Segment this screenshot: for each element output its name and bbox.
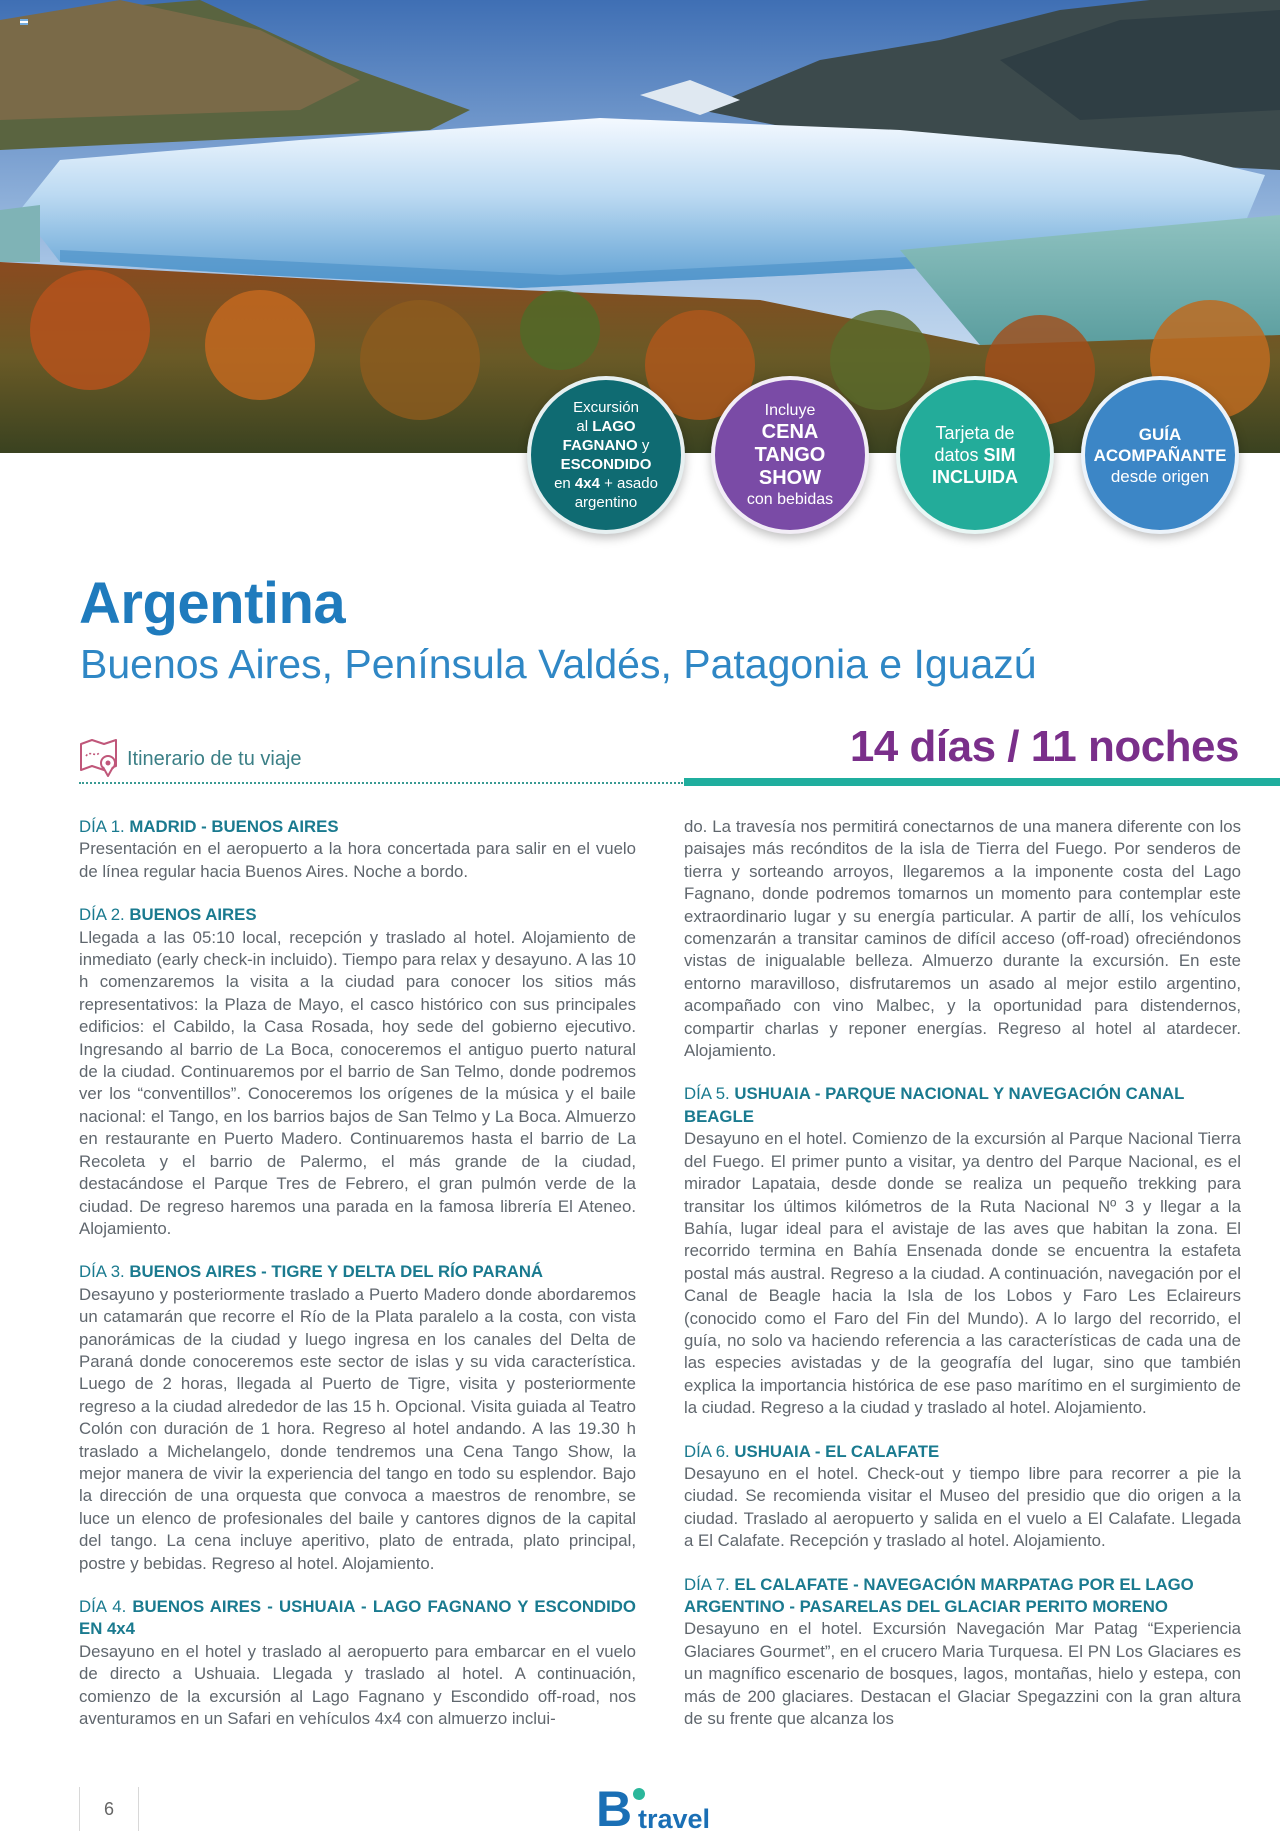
logo-dot-icon (633, 1788, 645, 1800)
day-heading: DÍA 1. MADRID - BUENOS AIRES (79, 817, 339, 836)
day-5 (684, 1083, 1241, 1419)
page-number: 6 (79, 1787, 139, 1831)
day-2 (79, 904, 636, 1240)
day-heading: DÍA 7. EL CALAFATE - NAVEGACIÓN MARPATAG POR EL LAGO ARGENTINO - PASARELAS DEL GLACIAR PERITO MORENO (684, 1574, 1194, 1616)
itinerary-column-right (684, 816, 1241, 1751)
logo-letter: B (596, 1781, 633, 1837)
divider-dotted (79, 782, 683, 784)
day-heading: DÍA 5. USHUAIA - PARQUE NACIONAL Y NAVEGACIÓN CANAL BEAGLE (684, 1084, 1185, 1126)
day-heading: DÍA 6. USHUAIA - EL CALAFATE (684, 1441, 940, 1461)
day-description: Desayuno y posteriormente traslado a Puerto Madero donde abordaremos un catamarán que recorre el Río de la Plata paralelo a la costa, con vista panorámicas de la ciudad y luego ingresa en los canales del Delta de Paraná donde conoceremos este sector de islas y su vida característica. Luego de 2 horas, llegada al Puerto de Tigre, visita y posteriormente regreso a la ciudad alrededor de las 15 h. Opcional. Visita guiada al Teatro Colón con duración de 1 hora. Regreso al hotel andando. A las 19.30 h traslado a Michelangelo, donde tendremos una Cena Tango Show, la mejor manera de vivir la experiencia del tango en todo su esplendor. Bajo la dirección de una orquesta que convoca a maestros de renombre, se luce un elenco de profesionales del baile y cantores dignos de la capital del tango. La cena incluye aperitivo, plato de entrada, plato principal, postre y bebidas. Regreso al hotel. Alojamiento. (79, 1284, 636, 1573)
day-4-continuation: do. La travesía nos permitirá conectarnos de una manera diferente con los paisajes más recónditos de la isla de Tierra del Fuego. Por senderos de tierra y sorteando arroyos, llegaremos a la imponente costa del Lago Fagnano, donde podremos tomarnos un momento para contemplar este extraordinario lugar y su energía particular. A partir de allí, los vehículos comenzarán a transitar caminos de difícil acceso (off-road) ofreciéndonos vistas de inigualable belleza. Almuerzo durante la excursión. En este entorno maravilloso, disfrutaremos un asado al mejor estilo argentino, acompañado con vino Malbec, y la oportunidad para distendernos, compartir charlas y reponer energías. Regreso al hotel al atardecer. Alojamiento. (684, 817, 1241, 1061)
itinerary-column-left (79, 816, 636, 1751)
badge-tarjeta-sim: Tarjeta de datos SIM INCLUIDA (896, 376, 1054, 534)
day-7 (684, 1574, 1241, 1731)
day-4 (79, 1596, 636, 1730)
day-description: Desayuno en el hotel. Check-out y tiempo libre para recorrer a pie la ciudad. Se recomienda visitar el Museo del presidio que dio origen a la ciudad. Traslado al aeropuerto y salida en el vuelo a El Calafate. Llegada a El Calafate. Recepción y traslado al hotel. Alojamiento. (684, 1463, 1241, 1551)
badge-cena-tango-show: Incluye CENA TANGO SHOW con bebidas (711, 376, 869, 534)
trip-duration: 14 días / 11 noches (849, 722, 1239, 771)
flag-icon (20, 19, 28, 25)
itinerary-label: Itinerario de tu viaje (127, 748, 302, 770)
page-title: Argentina (79, 571, 346, 636)
divider-accent (684, 778, 1280, 786)
day-description: Desayuno en el hotel. Comienzo de la excursión al Parque Nacional Tierra del Fuego. El primer punto a visitar, ya dentro del Parque Nacional, es el mirador Lapataia, desde donde se realiza un pequeño trekking para transitar los últimos kilómetros de la Ruta Nacional Nº 3 y llegar a la Bahía, lugar ideal para el avistaje de las aves que habitan la zona. El recorrido termina en Bahía Ensenada donde se encuentra la estafeta postal más austral. Regreso a la ciudad. A continuación, navegación por el Canal de Beagle hacia la Isla de los Lobos y Faro Les Eclaireurs (conocido como el Faro del Fin del Mundo). A lo largo del recorrido, el guía, no solo va haciendo referencia a las características de cada una de las especies avistadas y de la geografía del lugar, sino que también explica la importancia histórica de ese paso marítimo en el surgimiento de la ciudad. Regreso a la ciudad y traslado al hotel. Alojamiento. (684, 1129, 1241, 1418)
btravel-logo (596, 1782, 716, 1838)
page-subtitle: Buenos Aires, Península Valdés, Patagonia e Iguazú (80, 641, 1037, 687)
day-description: Llegada a las 05:10 local, recepción y traslado al hotel. Alojamiento de inmediato (early check-in incluido). Tiempo para relax y desayuno. A las 10 h comenzaremos la visita a la ciudad para conocer los sitios más representativos: la Plaza de Mayo, el casco histórico con sus principales edificios: el Cabildo, la Casa Rosada, hoy sede del gobierno ejecutivo. Ingresando al barrio de La Boca, conoceremos el antiguo puerto natural de la ciudad. Continuaremos por el barrio de San Telmo, donde podremos ver los “conventillos”. Conoceremos los orígenes de la música y el baile nacional: el Tango, en los barrios bajos de San Telmo y La Boca. Almuerzo en restaurante en Puerto Madero. Continuaremos hasta el barrio de La Recoleta y el barrio de Palermo, el más grande de la ciudad, destacándose el Parque Tres de Febrero, el gran pulmón verde de la ciudad. De regreso haremos una parada en la famosa librería El Ateneo. Alojamiento. (79, 927, 636, 1238)
logo-word: travel (638, 1804, 711, 1834)
day-heading: DÍA 3. BUENOS AIRES - TIGRE Y DELTA DEL RÍO PARANÁ (79, 1262, 544, 1282)
day-3 (79, 1261, 636, 1575)
day-description: Presentación en el aeropuerto a la hora concertada para salir en el vuelo de línea regular hacia Buenos Aires. Noche a bordo. (79, 839, 636, 881)
day-heading: DÍA 4. BUENOS AIRES - USHUAIA - LAGO FAGNANO Y ESCONDIDO EN 4x4 (79, 1597, 636, 1639)
badge-excursion-lago-fagnano: Excursión al LAGO FAGNANO y ESCONDIDO en 4x4 + asado argentino (527, 376, 685, 534)
day-6 (684, 1441, 1241, 1553)
day-description: Desayuno en el hotel y traslado al aeropuerto para embarcar en el vuelo de directo a Ushuaia. Llegada y traslado al hotel. A continuación, comienzo de la excursión al Lago Fagnano y Escondido off-road, nos aventuramos en un Safari en vehículos 4x4 con almuerzo inclui- (79, 1641, 636, 1729)
day-heading: DÍA 2. BUENOS AIRES (79, 905, 257, 925)
map-pin-icon (78, 736, 120, 778)
badge-guia-acompanante: GUÍA ACOMPAÑANTE desde origen (1081, 376, 1239, 534)
day-description: Desayuno en el hotel. Excursión Navegación Mar Patag “Experiencia Glaciares Gourmet”, en el crucero Maria Turquesa. El PN Los Glaciares es un magnífico escenario de bosques, lagos, montañas, hielo y estepa, con más de 200 glaciares. Destacan el Glaciar Spegazzini con la gran altura de su frente que alcanza los (684, 1619, 1241, 1729)
day-1 (79, 816, 636, 883)
